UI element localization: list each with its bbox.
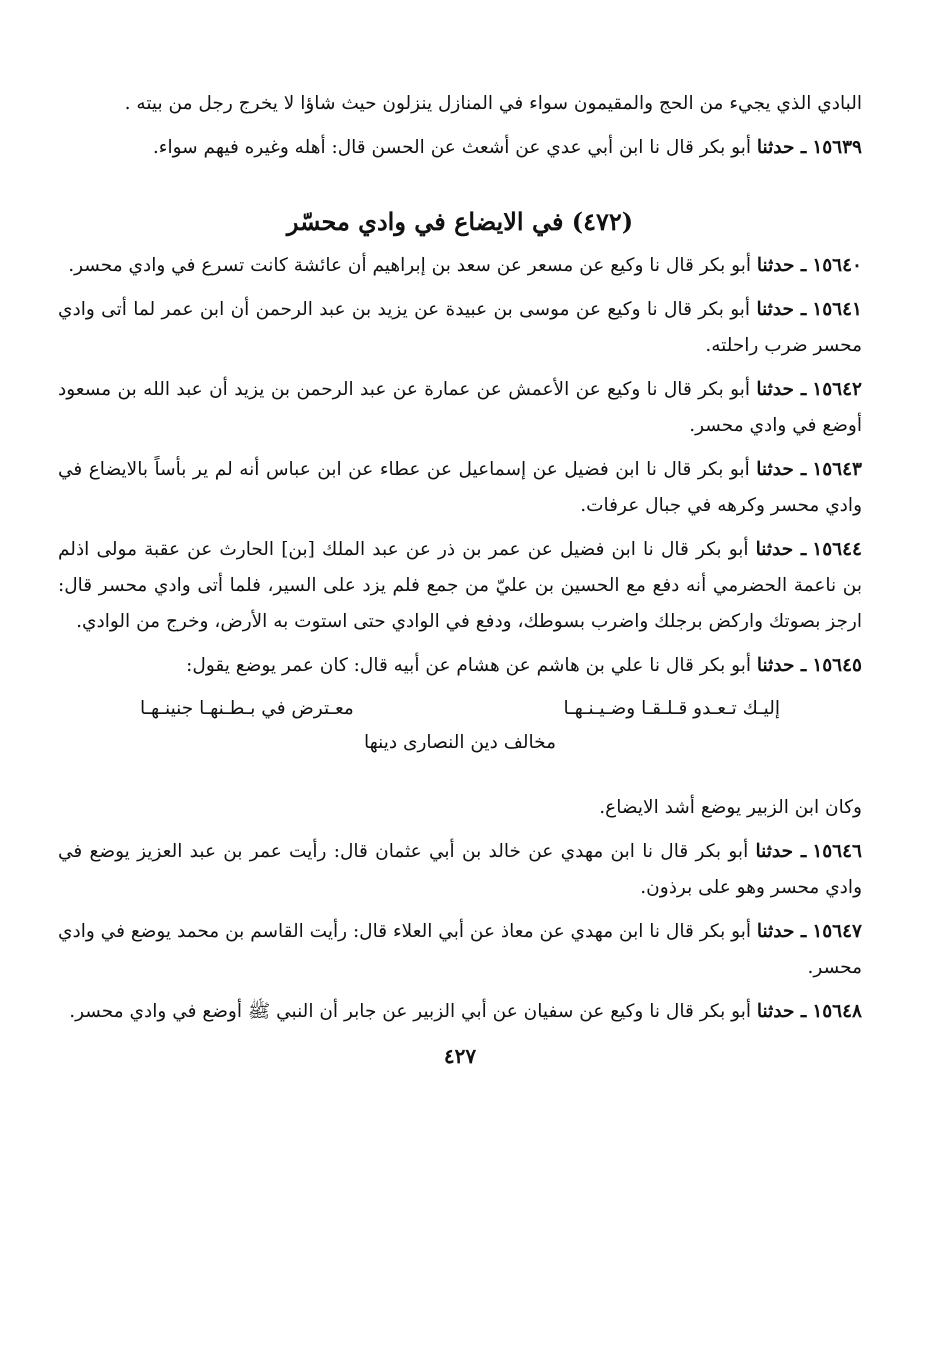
hadith-15648: [58, 994, 862, 1030]
paragraph-ibn-zubayr: [58, 790, 862, 826]
hadith-number: ١٥٦٣٩: [812, 137, 862, 158]
hadith-lead: ـ حدثنا: [755, 539, 807, 560]
hadith-text: أبو بكر قال نا ابن مهدي عن معاذ عن أبي العلاء قال: رأيت القاسم بن محمد يوضع في وادي محسر.: [58, 921, 862, 978]
hadith-15639: [58, 130, 862, 166]
verse-hemistich-right: إليـك تـعـدو قـلـقـا وضـيـنـهـا: [563, 698, 780, 719]
verse-hemistich-left: معـترض في بـطـنهـا جنينـهـا: [140, 698, 354, 719]
hadith-15643: [58, 452, 862, 524]
book-page: [58, 86, 862, 1074]
hadith-lead: ـ حدثنا: [756, 459, 807, 480]
hadith-number: ١٥٦٤٥: [812, 655, 862, 676]
chapter-heading: (٤٧٢) في الايضاع في وادي محسّر: [286, 207, 634, 236]
hadith-text: أبو بكر قال نا ابن مهدي عن خالد بن أبي عثمان قال: رأيت عمر بن عبد العزيز يوضع في وادي محسر وهو على برذون.: [58, 841, 862, 898]
hadith-number: ١٥٦٤١: [812, 299, 862, 320]
hadith-lead: ـ حدثنا: [756, 921, 807, 942]
hadith-15640: [58, 248, 862, 284]
hadith-text: أبو بكر قال نا وكيع عن الأعمش عن عمارة عن عبد الرحمن بن يزيد أن عبد الله بن مسعود أوضع في وادي محسر.: [58, 379, 862, 436]
hadith-15641: [58, 292, 862, 364]
hadith-number: ١٥٦٤٦: [812, 841, 862, 862]
hadith-text: أبو بكر قال نا وكيع عن مسعر عن سعد بن إبراهيم أن عائشة كانت تسرع في وادي محسر.: [68, 255, 752, 276]
hadith-15645: [58, 648, 862, 684]
hadith-lead: ـ حدثنا: [756, 1001, 807, 1022]
hadith-number: ١٥٦٤٤: [812, 539, 862, 560]
hadith-15642: [58, 372, 862, 444]
hadith-number: ١٥٦٤٠: [812, 255, 862, 276]
hadith-15647: [58, 914, 862, 986]
hadith-number: ١٥٦٤٧: [812, 921, 862, 942]
hadith-text: أبو بكر قال نا ابن أبي عدي عن أشعث عن الحسن قال: أهله وغيره فيهم سواء.: [152, 137, 752, 158]
paragraph-text: وكان ابن الزبير يوضع أشد الايضاع.: [599, 797, 862, 818]
hadith-text: أبو بكر قال نا وكيع عن سفيان عن أبي الزبير عن جابر أن النبي ﷺ أوضع في وادي محسر.: [69, 1001, 752, 1022]
hadith-number: ١٥٦٤٣: [812, 459, 862, 480]
hadith-text: أبو بكر قال نا وكيع عن موسى بن عبيدة عن يزيد بن عبد الرحمن أن ابن عمر لما أتى وادي محسر ضرب راحلته.: [58, 299, 862, 356]
hadith-text: أبو بكر قال نا ابن فضيل عن عمر بن ذر عن عبد الملك [بن] الحارث عن عقبة مولى اذلم بن ناعمة الحضرمي أنه دفع مع الحسين بن عليّ من جمع فلم يزد على السير، فلما أتى وادي محسر قال: ارجز بصوتك واركض برجلك واضرب بسوطك، ودفع في الوادي حتى استوت به الأرض، وخرج من الوادي.: [58, 539, 862, 632]
hadith-lead: ـ حدثنا: [756, 255, 807, 276]
hadith-lead: ـ حدثنا: [756, 379, 807, 400]
hadith-number: ١٥٦٤٢: [812, 379, 862, 400]
hadith-15644: [58, 532, 862, 640]
hadith-lead: ـ حدثنا: [756, 137, 807, 158]
hadith-lead: ـ حدثنا: [756, 299, 807, 320]
hadith-15646: [58, 834, 862, 906]
hadith-text: أبو بكر قال نا علي بن هاشم عن هشام عن أبيه قال: كان عمر يوضع يقول:: [186, 655, 752, 676]
verse-second-line: مخالف دين النصارى دينها: [364, 732, 556, 753]
hadith-number: ١٥٦٤٨: [812, 1001, 862, 1022]
paragraph-continuation: [58, 86, 862, 122]
hadith-lead: ـ حدثنا: [755, 841, 807, 862]
poetry-verse: [140, 692, 780, 726]
hadith-lead: ـ حدثنا: [756, 655, 807, 676]
paragraph-text: البادي الذي يجيء من الحج والمقيمون سواء في المنازل ينزلون حيث شاؤا لا يخرج رجل من بيته .: [124, 93, 862, 114]
hadith-text: أبو بكر قال نا ابن فضيل عن إسماعيل عن عطاء عن ابن عباس أنه لم ير بأساً بالايضاع في وادي محسر وكرهه في جبال عرفات.: [58, 459, 862, 516]
page-number: ٤٢٧: [443, 1044, 477, 1068]
